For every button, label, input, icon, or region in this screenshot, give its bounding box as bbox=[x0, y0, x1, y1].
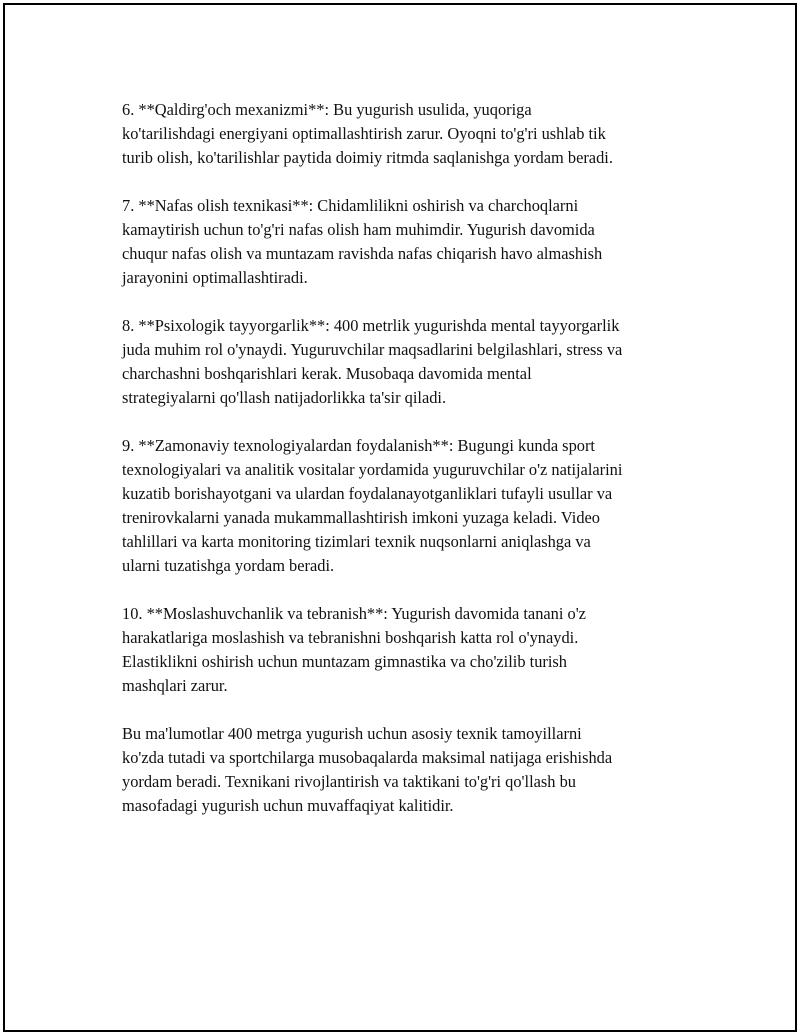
text-line: mashqlari zarur. bbox=[122, 676, 228, 695]
text-line: turib olish, ko'tarilishlar paytida doimiy ritmda saqlanishga yordam beradi. bbox=[122, 148, 613, 167]
paragraph-nafas-olish-texnikasi bbox=[122, 194, 702, 290]
text-line: Elastiklikni oshirish uchun muntazam gimnastika va cho'zilib turish bbox=[122, 652, 567, 671]
text-line: ularni tuzatishga yordam beradi. bbox=[122, 556, 335, 575]
text-line: charchashni boshqarishlari kerak. Musobaqa davomida mental bbox=[122, 364, 532, 383]
page-border bbox=[3, 3, 797, 1032]
paragraph-psixologik-tayyorgarlik bbox=[122, 314, 702, 410]
paragraph-zamonaviy-texnologiyalar bbox=[122, 434, 702, 578]
text-line: kamaytirish uchun to'g'ri nafas olish ham muhimdir. Yugurish davomida bbox=[122, 220, 595, 239]
text-line: tahlillari va karta monitoring tizimlari texnik nuqsonlarni aniqlashga va bbox=[122, 532, 591, 551]
text-line: Bu ma'lumotlar 400 metrga yugurish uchun asosiy texnik tamoyillarni bbox=[122, 724, 582, 743]
text-line: texnologiyalari va analitik vositalar yordamida yuguruvchilar o'z natijalarini bbox=[122, 460, 623, 479]
text-line: yordam beradi. Texnikani rivojlantirish va taktikani to'g'ri qo'llash bu bbox=[122, 772, 576, 791]
text-line: trenirovkalarni yanada mukammallashtirish imkoni yuzaga keladi. Video bbox=[122, 508, 601, 527]
paragraph-qaldirgoch-mexanizmi bbox=[122, 98, 702, 170]
text-line: kuzatib borishayotgani va ulardan foydalanayotganliklari tufayli usullar va bbox=[122, 484, 613, 503]
text-line: chuqur nafas olish va muntazam ravishda nafas chiqarish havo almashish bbox=[122, 244, 603, 263]
text-line: 10. **Moslashuvchanlik va tebranish**: Yugurish davomida tanani o'z bbox=[122, 604, 586, 623]
text-line: 8. **Psixologik tayyorgarlik**: 400 metrlik yugurishda mental tayyorgarlik bbox=[122, 316, 620, 335]
document-body bbox=[122, 98, 702, 842]
text-line: harakatlariga moslashish va tebranishni boshqarish katta rol o'ynaydi. bbox=[122, 628, 579, 647]
text-line: masofadagi yugurish uchun muvaffaqiyat kalitidir. bbox=[122, 796, 454, 815]
text-line: ko'tarilishdagi energiyani optimallashtirish zarur. Oyoqni to'g'ri ushlab tik bbox=[122, 124, 606, 143]
text-line: strategiyalarni qo'llash natijadorlikka ta'sir qiladi. bbox=[122, 388, 447, 407]
text-line: 9. **Zamonaviy texnologiyalardan foydalanish**: Bugungi kunda sport bbox=[122, 436, 595, 455]
text-line: 6. **Qaldirg'och mexanizmi**: Bu yugurish usulida, yuqoriga bbox=[122, 100, 532, 119]
paragraph-moslashuvchanlik bbox=[122, 602, 702, 698]
text-line: juda muhim rol o'ynaydi. Yuguruvchilar maqsadlarini belgilashlari, stress va bbox=[122, 340, 623, 359]
paragraph-conclusion bbox=[122, 722, 702, 818]
text-line: ko'zda tutadi va sportchilarga musobaqalarda maksimal natijaga erishishda bbox=[122, 748, 613, 767]
text-line: jarayonini optimallashtiradi. bbox=[122, 268, 308, 287]
text-line: 7. **Nafas olish texnikasi**: Chidamlilikni oshirish va charchoqlarni bbox=[122, 196, 579, 215]
